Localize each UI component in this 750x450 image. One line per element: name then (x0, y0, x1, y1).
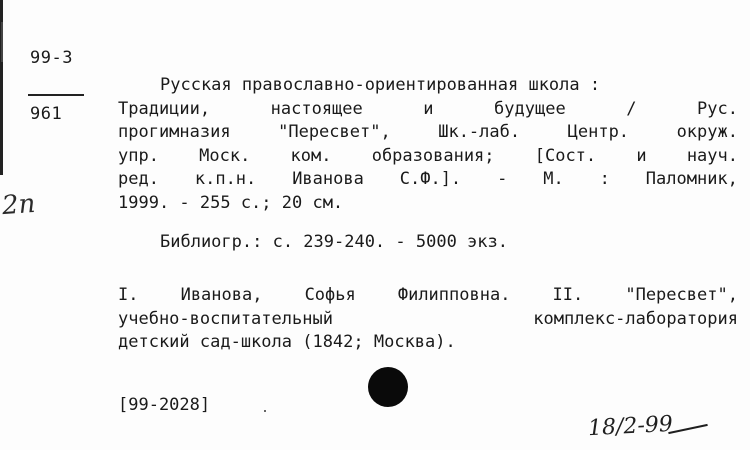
shelf-divider (28, 94, 84, 96)
handwritten-stroke (668, 424, 708, 434)
title-line-3: прогимназия "Пересвет", Шк.-лаб. Центр. окруж. (118, 122, 738, 142)
tracings (118, 284, 738, 355)
handwritten-note-left: 2n (0, 188, 37, 222)
handwritten-stamp: 18/2-99 (587, 411, 674, 442)
main-entry (118, 74, 738, 215)
imprint-line: 1999. - 255 с.; 20 см. (118, 192, 344, 213)
title-line-2: Традиции, настоящее и будущее / Рус. (118, 98, 738, 119)
title-line-5: ред. к.п.н. Иванова С.Ф.]. - М. : Паломник, (118, 169, 738, 189)
control-number: [99-2028] (118, 395, 211, 415)
bibliography-note: Библиогр.: с. 239-240. - 5000 экз. (160, 232, 508, 252)
tracing-line-1: I. Иванова, Софья Филипповна. II. "Пересвет", (118, 285, 738, 305)
tracing-line-2: учебно-воспитательный комплекс-лаборатория (118, 308, 738, 329)
title-line-4: упр. Моск. ком. образования; [Сост. и науч. (118, 145, 738, 166)
title-line-1: Русская православно-ориентированная школа : (160, 75, 601, 95)
edge-mark (1, 22, 3, 62)
shelf-mark-bottom: 961 (30, 104, 63, 124)
tracing-line-3: детский сад-школа (1842; Москва). (118, 332, 456, 352)
shelf-mark-top: 99-3 (30, 48, 73, 68)
